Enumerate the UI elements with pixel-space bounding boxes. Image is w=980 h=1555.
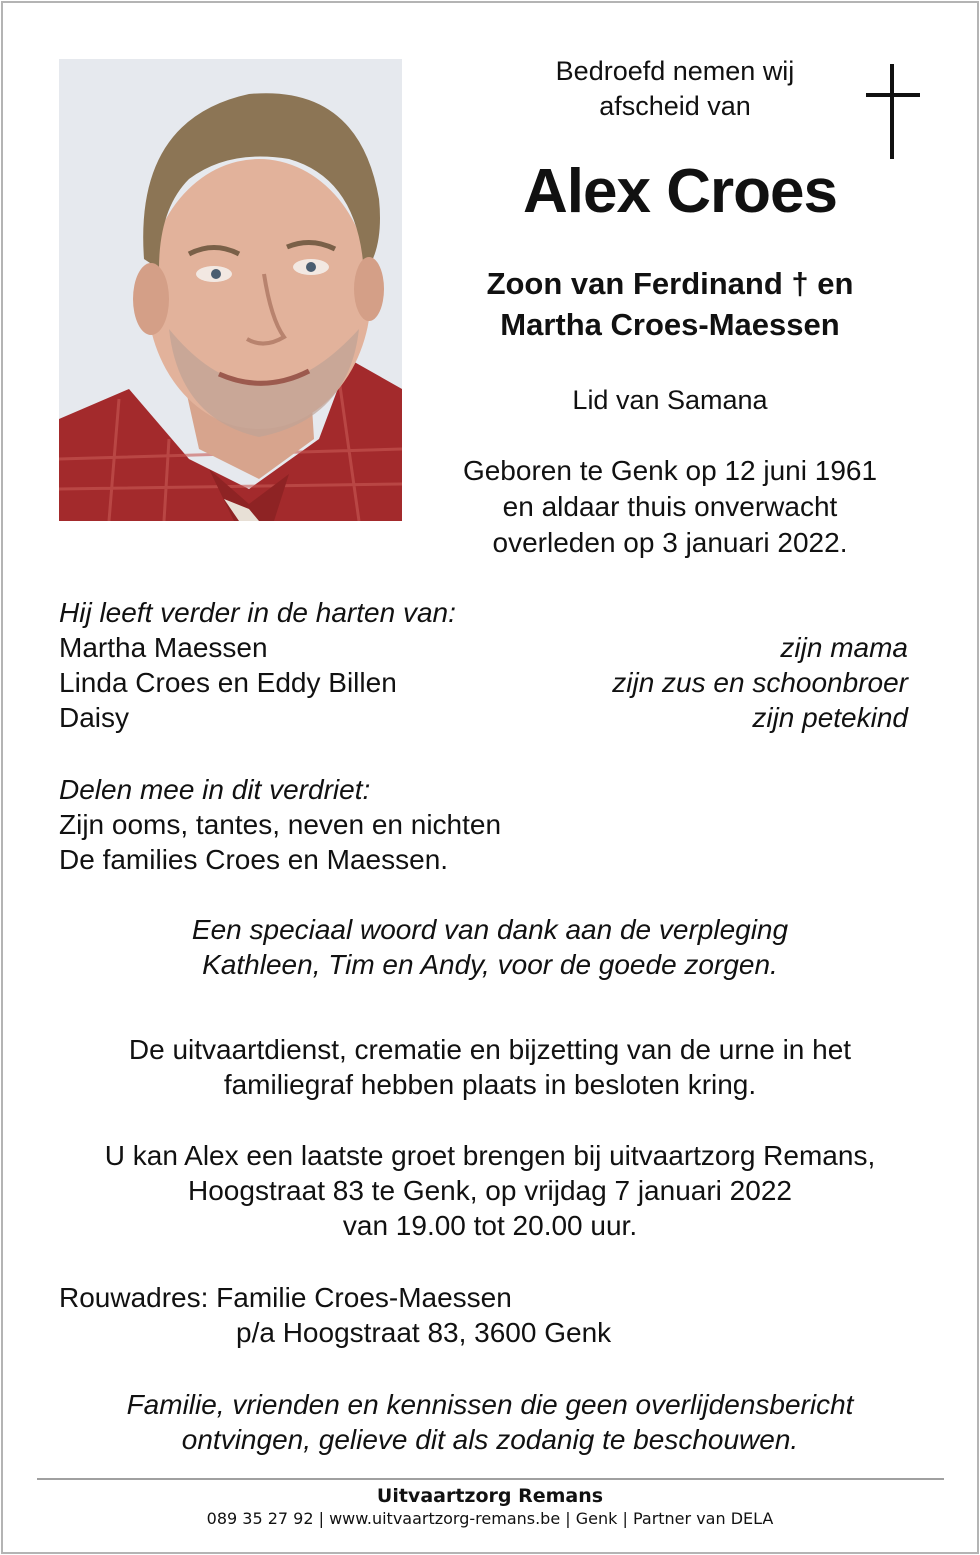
address-line-1: Rouwadres: Familie Croes-Maessen	[59, 1282, 512, 1313]
intro-line-1: Bedroefd nemen wij	[555, 56, 795, 86]
service-line-2: familiegraf hebben plaats in besloten kring.	[223, 1069, 757, 1100]
birth-line-2: en aldaar thuis onverwacht	[502, 491, 838, 522]
visit-line-3: van 19.00 tot 20.00 uur.	[342, 1210, 638, 1241]
intro-line-2: afscheid van	[599, 91, 751, 121]
survivor-name: Linda Croes en Eddy Billen	[59, 667, 397, 698]
survivor-relation: zijn petekind	[752, 702, 908, 733]
thanks-text	[40, 912, 940, 982]
service-text	[40, 1032, 940, 1102]
birth-line-1: Geboren te Genk op 12 juni 1961	[462, 455, 878, 486]
birth-death-text	[420, 453, 920, 561]
address-line-2: p/a Hoogstraat 83, 3600 Genk	[236, 1317, 612, 1348]
parents-line-2: Martha Croes-Maessen	[500, 307, 840, 342]
service-line-1: De uitvaartdienst, crematie en bijzetting van de urne in het	[128, 1034, 852, 1065]
notice-line-1: Familie, vrienden en kennissen die geen overlijdensbericht	[126, 1389, 854, 1420]
latin-cross-icon	[864, 64, 922, 159]
birth-line-3: overleden op 3 januari 2022.	[492, 527, 848, 558]
thanks-line-2: Kathleen, Tim en Andy, voor de goede zorgen.	[202, 949, 778, 980]
funeral-company-name: Uitvaartzorg Remans	[376, 1485, 604, 1507]
visit-text	[40, 1138, 940, 1243]
portrait-photo	[59, 59, 402, 521]
survivor-relation: zijn zus en schoonbroer	[612, 667, 908, 698]
visit-line-1: U kan Alex een laatste groet brengen bij uitvaartzorg Remans,	[104, 1140, 876, 1171]
parents-line-1: Zoon van Ferdinand † en	[486, 266, 854, 301]
survivor-name: Martha Maessen	[59, 632, 268, 663]
funeral-company-contact: 089 35 27 92 | www.uitvaartzorg-remans.be | Genk | Partner van DELA	[206, 1509, 774, 1528]
thanks-line-1: Een speciaal woord van dank aan de verpleging	[191, 914, 789, 945]
notice-line-2: ontvingen, gelieve dit als zodanig te beschouwen.	[181, 1424, 799, 1455]
sharing-heading: Delen mee in dit verdriet:	[59, 774, 371, 805]
survivors-heading: Hij leeft verder in de harten van:	[59, 597, 456, 628]
membership-text: Lid van Samana	[572, 385, 768, 415]
sharing-line-1: Zijn ooms, tantes, neven en nichten	[59, 809, 502, 840]
survivor-relation: zijn mama	[780, 632, 908, 663]
intro-text	[505, 54, 845, 124]
notice-text	[40, 1387, 940, 1457]
survivor-name: Daisy	[59, 702, 130, 733]
parents-text	[420, 263, 920, 345]
visit-line-2: Hoogstraat 83 te Genk, op vrijdag 7 januari 2022	[188, 1175, 792, 1206]
deceased-name: Alex Croes	[523, 157, 837, 226]
footer-divider	[37, 1478, 944, 1480]
sharing-line-2: De families Croes en Maessen.	[59, 844, 449, 875]
